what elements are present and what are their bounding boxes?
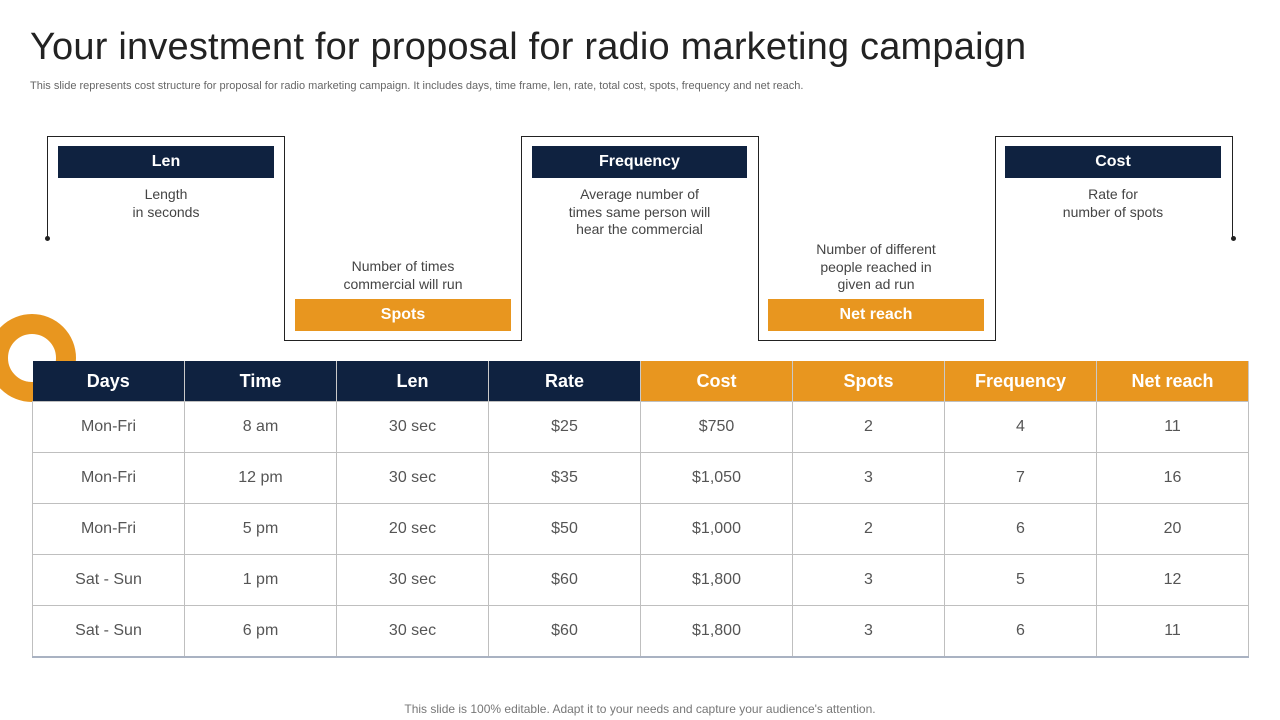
footer-note: This slide is 100% editable. Adapt it to your needs and capture your audience's attention. [404, 702, 876, 716]
table-cell: $35 [489, 453, 641, 504]
table-cell: 6 [945, 504, 1097, 555]
table-cell: $60 [489, 606, 641, 658]
table-cell: 12 [1097, 555, 1249, 606]
table-cell: $25 [489, 402, 641, 453]
table-cell: 12 pm [185, 453, 337, 504]
table-row [33, 555, 1249, 606]
table-cell: Mon-Fri [33, 453, 185, 504]
table-row [33, 453, 1249, 504]
card-net-reach-header: Net reach [768, 299, 984, 331]
card-spots-header: Spots [295, 299, 511, 331]
table-cell: $750 [641, 402, 793, 453]
card-len-header: Len [58, 146, 274, 178]
table-cell: 20 sec [337, 504, 489, 555]
table-cell: Sat - Sun [33, 555, 185, 606]
table-cell: 30 sec [337, 453, 489, 504]
col-header-net-reach: Net reach [1097, 361, 1249, 402]
table-cell: 5 pm [185, 504, 337, 555]
investment-table [32, 361, 1249, 658]
table-cell: 2 [793, 504, 945, 555]
table-cell: 8 am [185, 402, 337, 453]
table-cell: 4 [945, 402, 1097, 453]
col-header-cost: Cost [641, 361, 793, 402]
table-row [33, 504, 1249, 555]
card-net-reach-description: Number of different people reached in given ad run [816, 241, 936, 292]
table-cell: 30 sec [337, 402, 489, 453]
table-cell: Mon-Fri [33, 504, 185, 555]
card-cost-header: Cost [1005, 146, 1221, 178]
col-header-rate: Rate [489, 361, 641, 402]
card-spots-description: Number of times commercial will run [343, 258, 463, 292]
table-cell: 3 [793, 606, 945, 658]
table-cell: $50 [489, 504, 641, 555]
card-frequency-header: Frequency [532, 146, 747, 178]
table-cell: 3 [793, 555, 945, 606]
table-cell: 20 [1097, 504, 1249, 555]
table-cell: $60 [489, 555, 641, 606]
table-row [33, 606, 1249, 658]
table-header-row [33, 361, 1249, 402]
table-cell: 30 sec [337, 555, 489, 606]
col-header-days: Days [33, 361, 185, 402]
table-cell: 30 sec [337, 606, 489, 658]
table-cell: 2 [793, 402, 945, 453]
table-cell: 6 [945, 606, 1097, 658]
table-cell: $1,800 [641, 555, 793, 606]
col-header-spots: Spots [793, 361, 945, 402]
card-len-description: Length in seconds [132, 186, 200, 220]
table-cell: 5 [945, 555, 1097, 606]
table-cell: Mon-Fri [33, 402, 185, 453]
page-title: Your investment for proposal for radio marketing campaign [30, 26, 1027, 68]
table-cell: 11 [1097, 606, 1249, 658]
table-cell: 7 [945, 453, 1097, 504]
table-cell: 16 [1097, 453, 1249, 504]
connector-dot-right [1231, 236, 1236, 241]
table-cell: 1 pm [185, 555, 337, 606]
table-cell: $1,800 [641, 606, 793, 658]
table-cell: $1,050 [641, 453, 793, 504]
table-cell: 11 [1097, 402, 1249, 453]
connector-dot-left [45, 236, 50, 241]
col-header-time: Time [185, 361, 337, 402]
card-cost-description: Rate for number of spots [1062, 186, 1164, 220]
table-cell: 3 [793, 453, 945, 504]
table-row [33, 402, 1249, 453]
card-frequency-description: Average number of times same person will hear the commercial [568, 186, 711, 237]
page-subtitle: This slide represents cost structure for proposal for radio marketing campaign. It includes days, time frame, len, rate, total cost, spots, frequency and net reach. [30, 80, 804, 92]
table-cell: $1,000 [641, 504, 793, 555]
table-cell: 6 pm [185, 606, 337, 658]
col-header-frequency: Frequency [945, 361, 1097, 402]
table-cell: Sat - Sun [33, 606, 185, 658]
col-header-len: Len [337, 361, 489, 402]
